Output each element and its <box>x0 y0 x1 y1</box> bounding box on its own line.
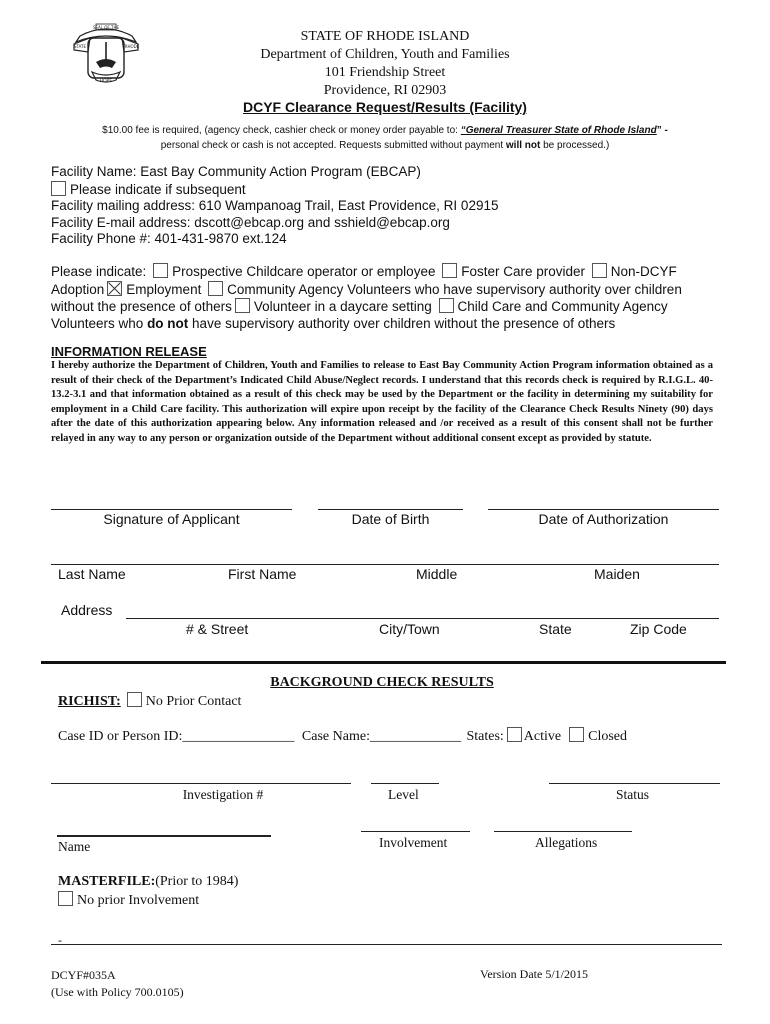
no-prior-involvement-checkbox[interactable] <box>58 891 73 906</box>
department-city: Providence, RI 02903 <box>323 83 447 98</box>
masterfile-note: (Prior to 1984) <box>155 874 239 889</box>
maiden-name-label: Maiden <box>594 566 640 582</box>
fee-text-2: personal check or cash is not accepted. Requests submitted without payment <box>160 140 506 151</box>
active-checkbox[interactable] <box>507 727 522 742</box>
employment-checkbox[interactable] <box>107 281 122 296</box>
svg-text:HOPE: HOPE <box>99 79 113 84</box>
level-label: Level <box>388 787 419 802</box>
release-body: I hereby authorize the Department of Children, Youth and Families to release to East Bay Community Action Program information obtained as a result of their check of the Department’s Indicated Child Abuse/Neglect records. I understand that this records check is required by R.I.G.L. 40-13.2-3.1 and that information obtained as a result of this check may be used by the Department or the facility in determining my suitability for employment in a Child Care facility. This authorization will expire upon receipt by the facility of the Clearance Check Results Ninety (90) days after the date of this authorization appearing below. Any information released and /or received as a result of this consent shall not be further relayed in any way to any person or organization outside of the Department without additional consent except as provided by statute. <box>51 360 713 444</box>
volunteer-supervisory-label: Community Agency Volunteers who have supervisory authority over children <box>227 281 682 297</box>
case-row <box>58 727 627 745</box>
fee-payee: “General Treasurer State of Rhode Island <box>460 125 657 136</box>
masterfile-label: MASTERFILE: <box>58 874 156 889</box>
middle-name-label: Middle <box>416 566 458 582</box>
first-name-label: First Name <box>228 566 297 582</box>
allegations-label: Allegations <box>535 835 598 850</box>
richist-row <box>58 692 241 710</box>
closed-label: Closed <box>588 729 628 744</box>
department-name: Department of Children, Youth and Families <box>260 47 510 62</box>
fee-notice <box>20 123 750 153</box>
community-agency-label-2: Volunteers who <box>51 315 148 331</box>
subsequent-label: Please indicate if subsequent <box>70 181 246 197</box>
street-label: # & Street <box>186 621 249 637</box>
involvement-label: Involvement <box>379 835 448 850</box>
section-divider <box>41 661 726 664</box>
applicant-type <box>51 263 731 332</box>
non-dcyf-label: Non-DCYF <box>610 264 677 279</box>
closed-checkbox[interactable] <box>569 727 584 742</box>
states-label: States: <box>466 729 504 744</box>
state-name: STATE OF RHODE ISLAND <box>300 29 470 44</box>
case-name-field: Case Name:_____________ <box>301 729 461 744</box>
subsequent-checkbox[interactable] <box>51 181 66 196</box>
masterfile-row <box>58 874 238 890</box>
no-prior-contact-label: No Prior Contact <box>145 694 242 709</box>
policy-reference: (Use with Policy 700.0105) <box>51 985 184 999</box>
facility-name: Facility Name: East Bay Community Action Program (EBCAP) <box>51 164 421 179</box>
do-not-emphasis: do not <box>147 315 189 331</box>
results-heading: BACKGROUND CHECK RESULTS <box>270 675 494 690</box>
case-id-field: Case ID or Person ID:________________ <box>58 729 295 744</box>
daycare-volunteer-checkbox[interactable] <box>235 298 250 313</box>
volunteer-supervisory-checkbox[interactable] <box>208 281 223 296</box>
facility-address: Facility mailing address: 610 Wampanoag Trail, East Providence, RI 02915 <box>51 198 499 213</box>
prospective-checkbox[interactable] <box>153 263 168 278</box>
signature-applicant-label: Signature of Applicant <box>103 511 240 527</box>
form-number: DCYF#035A <box>51 968 116 982</box>
svg-text:STATE: STATE <box>73 44 87 49</box>
non-dcyf-checkbox[interactable] <box>592 263 607 278</box>
no-prior-involvement-row <box>54 891 199 909</box>
richist-label: RICHIST: <box>58 694 121 709</box>
name-label: Name <box>58 839 91 854</box>
svg-text:RHODE: RHODE <box>124 44 140 49</box>
state-label: State <box>539 621 572 637</box>
dash-mark: - <box>58 933 62 947</box>
no-prior-involvement-label: No prior Involvement <box>77 893 200 908</box>
authorization-date-label: Date of Authorization <box>538 511 669 527</box>
adoption-label: Adoption <box>51 281 105 297</box>
volunteer-supervisory-label-2: without the presence of others <box>51 299 232 314</box>
city-label: City/Town <box>379 621 440 637</box>
zip-label: Zip Code <box>630 621 687 637</box>
indicate-label: Please indicate: <box>51 264 147 279</box>
investigation-label: Investigation # <box>182 787 264 802</box>
no-prior-contact-checkbox[interactable] <box>127 692 142 707</box>
release-heading: INFORMATION RELEASE <box>51 344 207 359</box>
subsequent-row <box>51 181 731 199</box>
form-footer <box>51 967 184 1001</box>
facility-email: Facility E-mail address: dscott@ebcap.org and sshield@ebcap.org <box>51 214 450 230</box>
prospective-label: Prospective Childcare operator or employee <box>172 264 436 279</box>
fee-suffix: ” - <box>656 125 668 136</box>
community-agency-label-3: have supervisory authority over children without the presence of others <box>188 315 616 331</box>
fee-will-not: will not <box>505 140 541 151</box>
address-label: Address <box>61 602 113 618</box>
facility-info <box>51 164 731 248</box>
community-agency-checkbox[interactable] <box>439 298 454 313</box>
foster-checkbox[interactable] <box>442 263 457 278</box>
active-label: Active <box>523 729 562 744</box>
daycare-volunteer-label: Volunteer in a daycare setting <box>253 299 432 314</box>
fee-text: $10.00 fee is required, (agency check, cashier check or money order payable to: <box>102 125 461 136</box>
status-label: Status <box>616 787 650 802</box>
last-name-label: Last Name <box>58 566 126 582</box>
agency-header <box>0 28 770 100</box>
fee-text-3: be processed.) <box>540 140 610 151</box>
facility-phone: Facility Phone #: 401-431-9870 ext.124 <box>51 231 287 246</box>
community-agency-label: Child Care and Community Agency <box>457 299 668 314</box>
dob-label: Date of Birth <box>351 511 430 527</box>
svg-text:SEAL OF THE: SEAL OF THE <box>92 25 120 30</box>
form-title: DCYF Clearance Request/Results (Facility) <box>243 99 527 115</box>
version-date: Version Date 5/1/2015 <box>480 967 588 981</box>
foster-label: Foster Care provider <box>461 264 586 279</box>
employment-label: Employment <box>126 281 202 297</box>
department-street: 101 Friendship Street <box>324 65 446 80</box>
